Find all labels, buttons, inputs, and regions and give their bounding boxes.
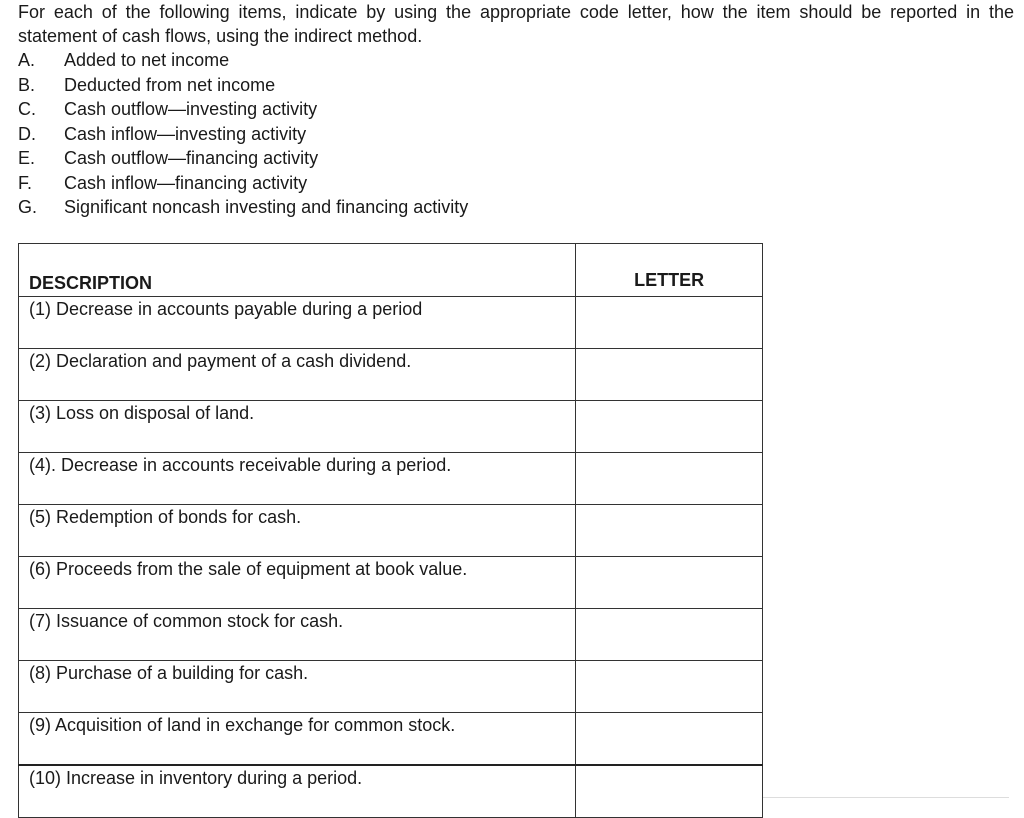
code-letter: C. [18, 99, 36, 119]
letter-answer-cell[interactable] [576, 765, 763, 818]
code-item [18, 146, 468, 171]
letter-answer-cell[interactable] [576, 349, 763, 401]
code-item [18, 48, 468, 73]
table-row [19, 661, 763, 713]
code-letter: F. [18, 172, 33, 193]
table-row [19, 453, 763, 505]
table-row [19, 713, 763, 766]
answer-table [18, 243, 763, 818]
code-text: Cash inflow—financing activity [64, 172, 308, 193]
table-row [19, 505, 763, 557]
code-letter: D. [18, 123, 36, 144]
letter-answer-cell[interactable] [576, 453, 763, 505]
instructions-text: For each of the following items, indicate by using the appropriate code letter, how the item should be reported in the statement of cash flows, using the indirect method. [18, 2, 1014, 46]
table-row [19, 557, 763, 609]
code-letter: A. [18, 50, 36, 70]
row-description: (9) Acquisition of land in exchange for common stock. [19, 713, 576, 766]
row-description: (8) Purchase of a building for cash. [19, 661, 576, 713]
code-item [18, 97, 468, 122]
code-item [18, 195, 468, 220]
row-description: (6) Proceeds from the sale of equipment at book value. [19, 557, 576, 609]
table-row [19, 401, 763, 453]
row-description: (2) Declaration and payment of a cash dividend. [19, 349, 576, 401]
row-description: (4). Decrease in accounts receivable during a period. [19, 453, 576, 505]
code-item [18, 73, 468, 98]
table-row [19, 349, 763, 401]
code-item [18, 122, 468, 147]
letter-answer-cell[interactable] [576, 609, 763, 661]
code-item [18, 171, 468, 196]
divider [763, 797, 1009, 798]
row-description: (3) Loss on disposal of land. [19, 401, 576, 453]
letter-answer-cell[interactable] [576, 713, 763, 766]
table-header-row [19, 244, 763, 297]
code-text: Cash inflow—investing activity [64, 123, 307, 144]
table-row [19, 609, 763, 661]
code-list [18, 48, 468, 220]
row-description: (10) Increase in inventory during a period. [19, 765, 576, 818]
code-text: Cash outflow—financing activity [64, 148, 319, 168]
code-letter: B. [18, 74, 36, 95]
table-row [19, 297, 763, 349]
code-letter: E. [18, 148, 36, 168]
letter-answer-cell[interactable] [576, 557, 763, 609]
code-text: Significant noncash investing and financing activity [64, 197, 469, 217]
letter-answer-cell[interactable] [576, 297, 763, 349]
code-text: Added to net income [64, 50, 230, 70]
code-text: Deducted from net income [64, 74, 276, 95]
row-description: (1) Decrease in accounts payable during a period [19, 297, 576, 349]
letter-header: LETTER [576, 244, 763, 297]
letter-answer-cell[interactable] [576, 505, 763, 557]
description-header: DESCRIPTION [19, 244, 576, 297]
code-text: Cash outflow—investing activity [64, 99, 318, 119]
row-description: (7) Issuance of common stock for cash. [19, 609, 576, 661]
row-description: (5) Redemption of bonds for cash. [19, 505, 576, 557]
letter-answer-cell[interactable] [576, 661, 763, 713]
letter-answer-cell[interactable] [576, 401, 763, 453]
code-letter: G. [18, 197, 38, 217]
table-row [19, 765, 763, 818]
